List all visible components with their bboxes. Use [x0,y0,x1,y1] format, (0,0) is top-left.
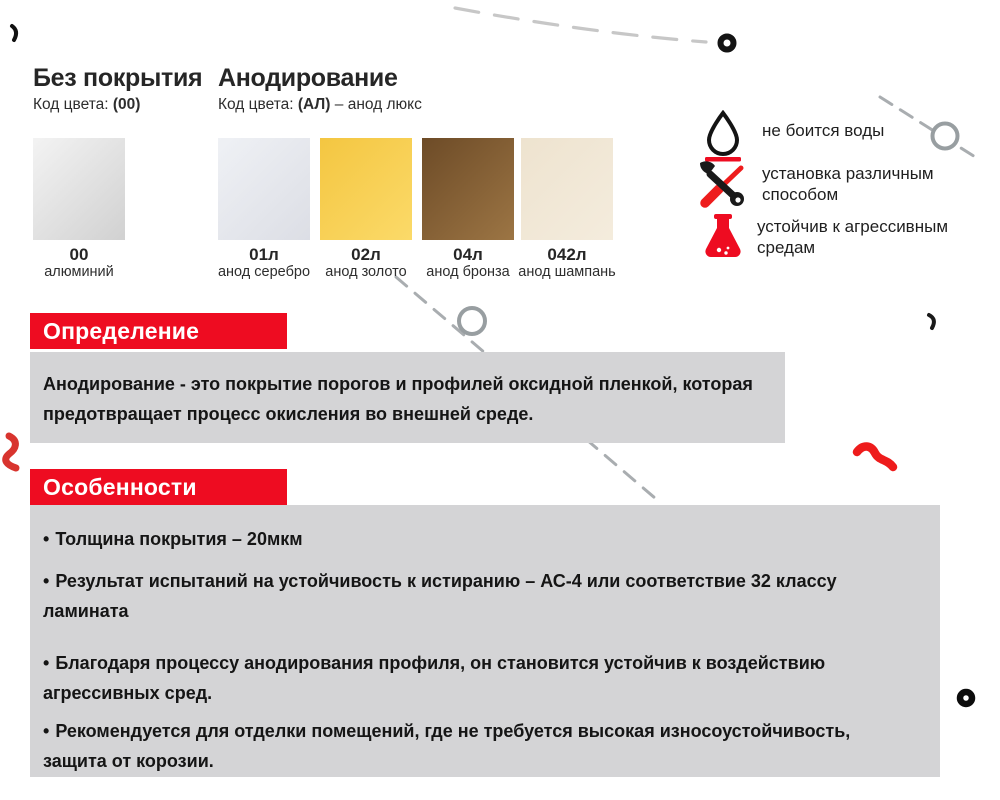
water-drop-icon [702,110,744,167]
feature-bullet: • Рекомендуется для отделки помещений, где не требуется высокая износоустойчивость, защита от корозии. [43,721,851,771]
uncoated-title: Без покрытия [33,64,203,92]
swatch-name: анод шампань [518,264,616,280]
swatch-code: 04л [453,245,483,264]
benefit-label: установка различным способом [762,164,934,204]
squiggle-left [6,436,16,468]
definition-heading: Определение [30,313,287,349]
benefit-label: устойчив к агрессивным средам [757,217,949,257]
swatch-name: алюминий [44,264,114,280]
feature-bullet: • Результат испытаний на устойчивость к истиранию – АС-4 или соответствие 32 классу ламината [43,571,837,621]
features-box [30,505,940,777]
color-swatch-00 [33,138,125,240]
features-heading: Особенности [30,469,287,505]
flask-icon [703,212,743,264]
comma-mark-top-left [12,26,16,40]
swatch-name: анод бронза [426,264,510,280]
swatch-code: 00 [69,245,89,264]
feature-bullet: • Толщина покрытия – 20мкм [43,529,303,549]
definition-text: Анодирование - это покрытие порогов и профилей оксидной пленкой, которая предотвращает процесс окисления во внешней среде. [43,374,753,424]
swatch-caption [507,245,627,281]
color-swatch-04l [422,138,514,240]
definition-box [30,352,785,443]
circle-marker-middle [459,308,485,334]
bullet-dot: • [43,653,50,673]
swatch-code: 01л [249,245,279,264]
uncoated-color-code: Код цвета: (00) [33,96,141,113]
color-swatch-042l [521,138,613,240]
swatch-code: 02л [351,245,381,264]
color-swatch-01l [218,138,310,240]
bullet-dot: • [43,529,50,549]
squiggle-right [857,446,893,467]
color-swatch-02l [320,138,412,240]
donut-icon-top [721,37,734,50]
swatch-caption [19,245,139,281]
bullet-dot: • [43,571,50,591]
bullet-dot: • [43,721,50,741]
dashed-curve-top [455,8,706,42]
donut-icon-bottom-right [960,692,972,704]
comma-mark-right [929,315,934,328]
swatch-name: анод серебро [217,264,311,280]
tools-icon [697,161,747,214]
anodizing-color-code: Код цвета: (АЛ) – анод люкс [218,96,422,113]
anodizing-title: Анодирование [218,64,398,92]
swatch-code: 042л [547,245,587,264]
benefit-label: не боится воды [762,121,885,140]
feature-bullet: • Благодаря процессу анодирования профиля, он становится устойчив к воздействию агрессивных сред. [43,653,826,703]
swatch-name: анод золото [325,264,407,280]
